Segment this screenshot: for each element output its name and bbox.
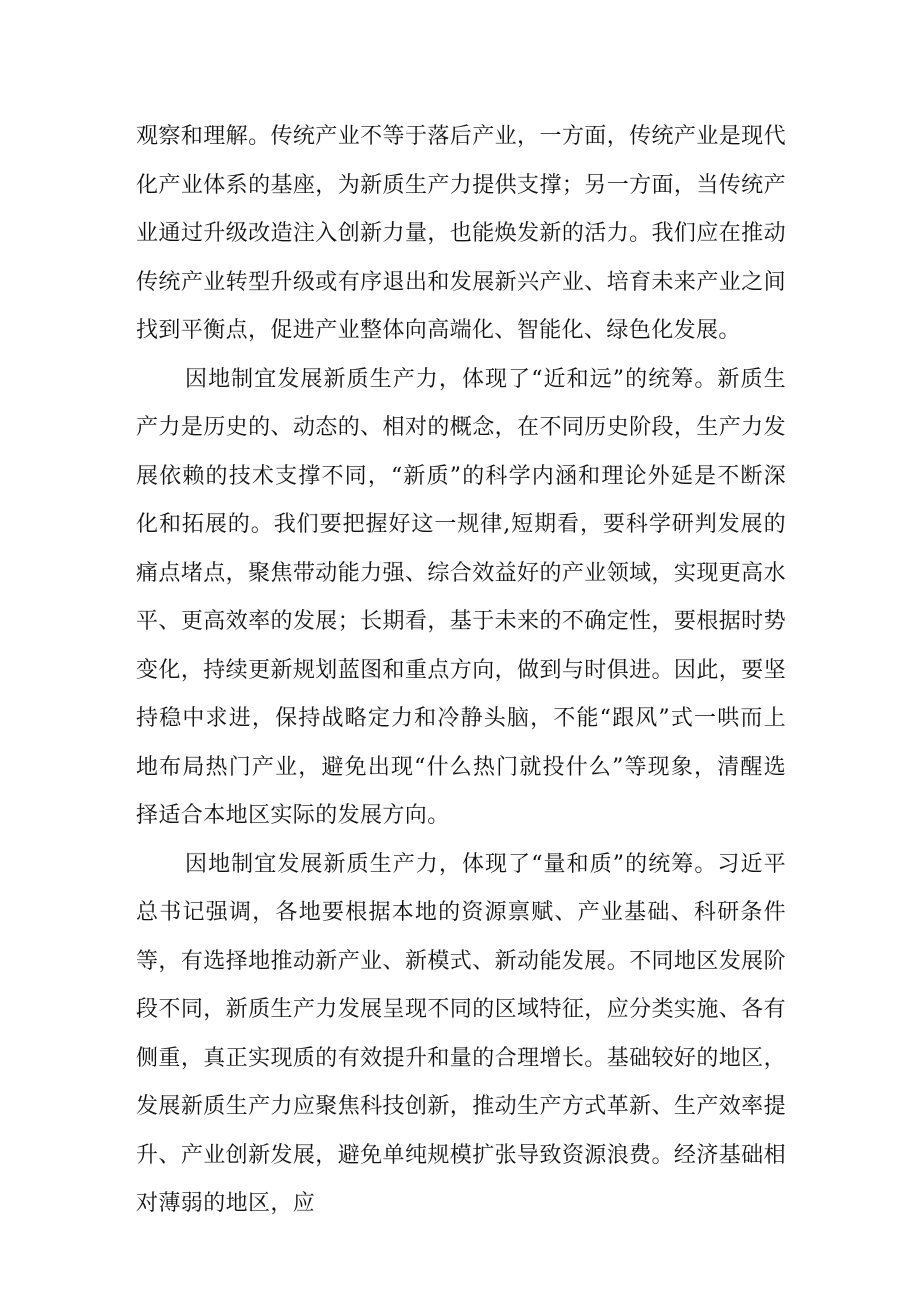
paragraph-1: 观察和理解。传统产业不等于落后产业，一方面，传统产业是现代化产业体系的基座，为新质生产力提供支撑；另一方面，当传统产业通过升级改造注入创新力量，也能焕发新的活力。我们应在推动传统产业转型升级或有序退出和发展新兴产业、培育未来产业之间找到平衡点，促进产业整体向高端化、智能化、绿色化发展。 [136,124,786,343]
paragraph-3: 因地制宜发展新质生产力，体现了“量和质”的统筹。习近平总书记强调，各地要根据本地的资源禀赋、产业基础、科研条件等，有选择地推动新产业、新模式、新动能发展。不同地区发展阶段不同，新质生产力发展呈现不同的区域特征，应分类实施、各有侧重，真正实现质的有效提升和量的合理增长。基础较好的地区，发展新质生产力应聚焦科技创新，推动生产方式革新、生产效率提升、产业创新发展，避免单纯规模扩张导致资源浪费。经济基础相对薄弱的地区，应 [136,851,786,1216]
document-body [136,113,786,1229]
paragraph-2: 因地制宜发展新质生产力，体现了“近和远”的统筹。新质生产力是历史的、动态的、相对的概念，在不同历史阶段，生产力发展依赖的技术支撑不同，“新质”的科学内涵和理论外延是不断深化和拓展的。我们要把握好这一规律,短期看，要科学研判发展的痛点堵点，聚焦带动能力强、综合效益好的产业领域，实现更高水平、更高效率的发展；长期看，基于未来的不确定性，要根据时势变化，持续更新规划蓝图和重点方向，做到与时俱进。因此，要坚持稳中求进，保持战略定力和冷静头脑，不能“跟风”式一哄而上地布局热门产业，避免出现“什么热门就投什么”等现象，清醒选择适合本地区实际的发展方向。 [136,366,786,828]
